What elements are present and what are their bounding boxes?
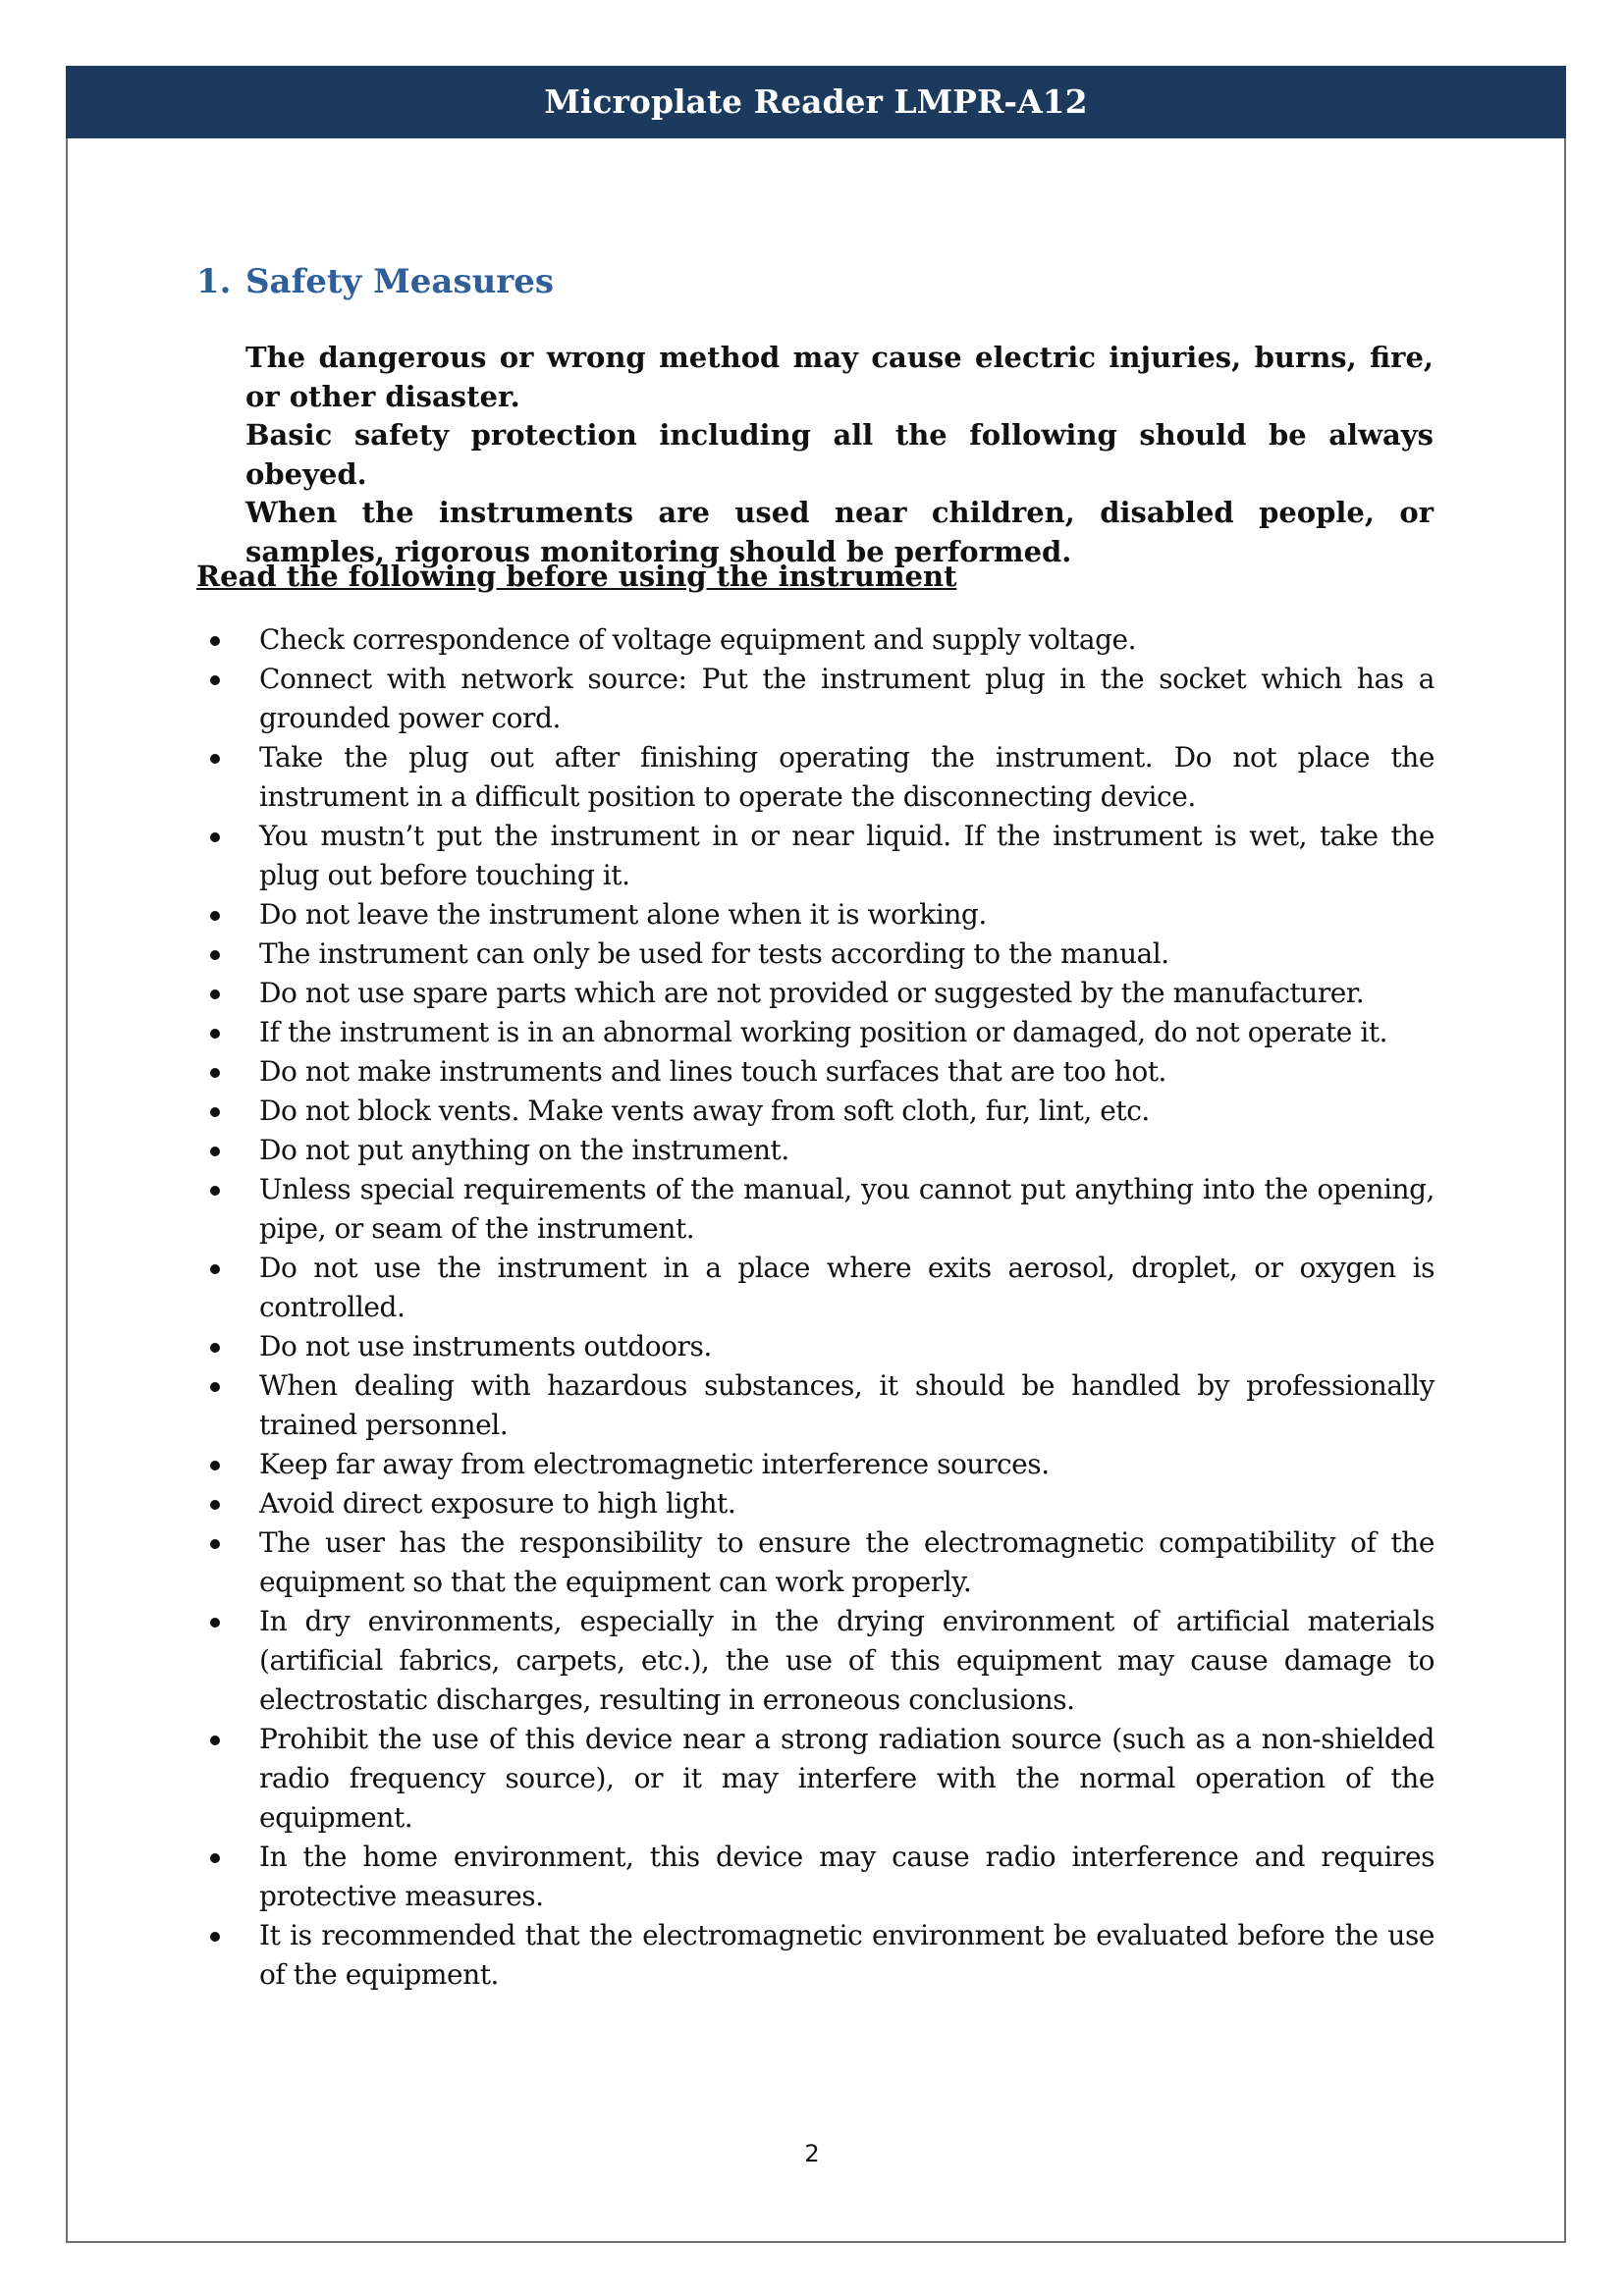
bullet-text: Do not leave the instrument alone when it is working. bbox=[259, 898, 987, 931]
bullet-text: Do not use the instrument in a place where exits aerosol, droplet, or oxygen is controlled. bbox=[259, 1252, 1435, 1323]
list-item bbox=[196, 1916, 1435, 1995]
bullet-text: When dealing with hazardous substances, it should be handled by professionally trained personnel. bbox=[259, 1369, 1435, 1441]
bullet-icon bbox=[210, 1343, 220, 1353]
bullet-icon bbox=[210, 1382, 220, 1392]
bullet-icon bbox=[210, 754, 220, 764]
bullet-icon bbox=[210, 911, 220, 921]
section-number: 1. bbox=[196, 262, 232, 301]
list-item bbox=[196, 817, 1435, 895]
bullet-text: Do not make instruments and lines touch surfaces that are too hot. bbox=[259, 1055, 1166, 1088]
list-item bbox=[196, 1052, 1435, 1092]
list-item bbox=[196, 1720, 1435, 1838]
list-item bbox=[196, 660, 1435, 738]
intro-paragraph: The dangerous or wrong method may cause electric injuries, burns, fire, or other disaster. bbox=[245, 341, 1434, 413]
bullet-text: Avoid direct exposure to high light. bbox=[259, 1487, 736, 1520]
bullet-icon bbox=[210, 989, 220, 999]
bullet-text: If the instrument is in an abnormal working position or damaged, do not operate it. bbox=[259, 1016, 1388, 1048]
section-title: Safety Measures bbox=[245, 262, 554, 301]
bullet-text: Prohibit the use of this device near a strong radiation source (such as a non-shielded radio frequency source), or it may interfere with the normal operation of the equipment. bbox=[259, 1723, 1435, 1834]
bullet-icon bbox=[210, 1147, 220, 1156]
bullet-icon bbox=[210, 1107, 220, 1117]
section-heading bbox=[196, 257, 554, 306]
page-number: 2 bbox=[804, 2140, 820, 2167]
bullet-text: In dry environments, especially in the drying environment of artificial materials (artificial fabrics, carpets, etc.), the use of this equipment may cause damage to electrostatic discharges, resulting in erroneous conclusions. bbox=[259, 1605, 1435, 1716]
list-item bbox=[196, 1484, 1435, 1523]
list-item bbox=[196, 1013, 1435, 1052]
bullet-icon bbox=[210, 1461, 220, 1470]
bullet-text: It is recommended that the electromagnetic environment be evaluated before the use of the equipment. bbox=[259, 1919, 1435, 1991]
bullet-icon bbox=[210, 1029, 220, 1039]
bullet-text: Connect with network source: Put the instrument plug in the socket which has a grounded power cord. bbox=[259, 663, 1435, 734]
bullet-text: Do not put anything on the instrument. bbox=[259, 1134, 789, 1166]
bullet-text: In the home environment, this device may cause radio interference and requires protective measures. bbox=[259, 1841, 1435, 1912]
bullet-text: Take the plug out after finishing operating the instrument. Do not place the instrument in a difficult position to operate the disconnecting device. bbox=[259, 741, 1435, 813]
list-item bbox=[196, 1602, 1435, 1720]
list-item bbox=[196, 1366, 1435, 1445]
bullet-text: Do not block vents. Make vents away from soft cloth, fur, lint, etc. bbox=[259, 1095, 1150, 1127]
intro-paragraph: Basic safety protection including all the following should be always obeyed. bbox=[245, 418, 1434, 491]
bullet-text: Do not use spare parts which are not provided or suggested by the manufacturer. bbox=[259, 977, 1365, 1009]
read-before-use-heading: Read the following before using the instrument bbox=[196, 560, 957, 593]
list-item bbox=[196, 1131, 1435, 1170]
safety-bullet-list bbox=[196, 620, 1435, 1995]
list-item bbox=[196, 620, 1435, 660]
bullet-text: Unless special requirements of the manual, you cannot put anything into the opening, pipe, or seam of the instrument. bbox=[259, 1173, 1435, 1245]
list-item bbox=[196, 1170, 1435, 1249]
header-title: Microplate Reader LMPR-A12 bbox=[544, 82, 1088, 121]
bullet-icon bbox=[210, 832, 220, 842]
list-item bbox=[196, 934, 1435, 974]
bullet-icon bbox=[210, 1539, 220, 1549]
bullet-icon bbox=[210, 1853, 220, 1863]
bullet-icon bbox=[210, 1735, 220, 1745]
bullet-text: Keep far away from electromagnetic interference sources. bbox=[259, 1448, 1050, 1480]
list-item bbox=[196, 1838, 1435, 1916]
document-header bbox=[66, 66, 1566, 138]
list-item bbox=[196, 1523, 1435, 1602]
list-item bbox=[196, 1445, 1435, 1484]
intro-paragraph: When the instruments are used near children, disabled people, or samples, rigorous monitoring should be performed. bbox=[245, 496, 1434, 568]
list-item bbox=[196, 1249, 1435, 1327]
bullet-icon bbox=[210, 1932, 220, 1942]
bullet-text: The instrument can only be used for tests according to the manual. bbox=[259, 937, 1169, 970]
bullet-text: The user has the responsibility to ensure the electromagnetic compatibility of the equipment so that the equipment can work properly. bbox=[259, 1526, 1435, 1598]
bullet-icon bbox=[210, 1500, 220, 1510]
bullet-icon bbox=[210, 1264, 220, 1274]
bullet-text: Check correspondence of voltage equipment and supply voltage. bbox=[259, 623, 1137, 656]
bullet-icon bbox=[210, 1618, 220, 1628]
bullet-text: Do not use instruments outdoors. bbox=[259, 1330, 712, 1362]
list-item bbox=[196, 895, 1435, 934]
list-item bbox=[196, 1327, 1435, 1366]
list-item bbox=[196, 1092, 1435, 1131]
bullet-icon bbox=[210, 1186, 220, 1196]
bullet-icon bbox=[210, 1068, 220, 1078]
bullet-icon bbox=[210, 675, 220, 685]
list-item bbox=[196, 974, 1435, 1013]
bullet-icon bbox=[210, 950, 220, 960]
bullet-text: You mustn’t put the instrument in or near liquid. If the instrument is wet, take the plug out before touching it. bbox=[259, 820, 1435, 891]
intro-warning bbox=[245, 339, 1434, 571]
list-item bbox=[196, 738, 1435, 817]
bullet-icon bbox=[210, 636, 220, 646]
